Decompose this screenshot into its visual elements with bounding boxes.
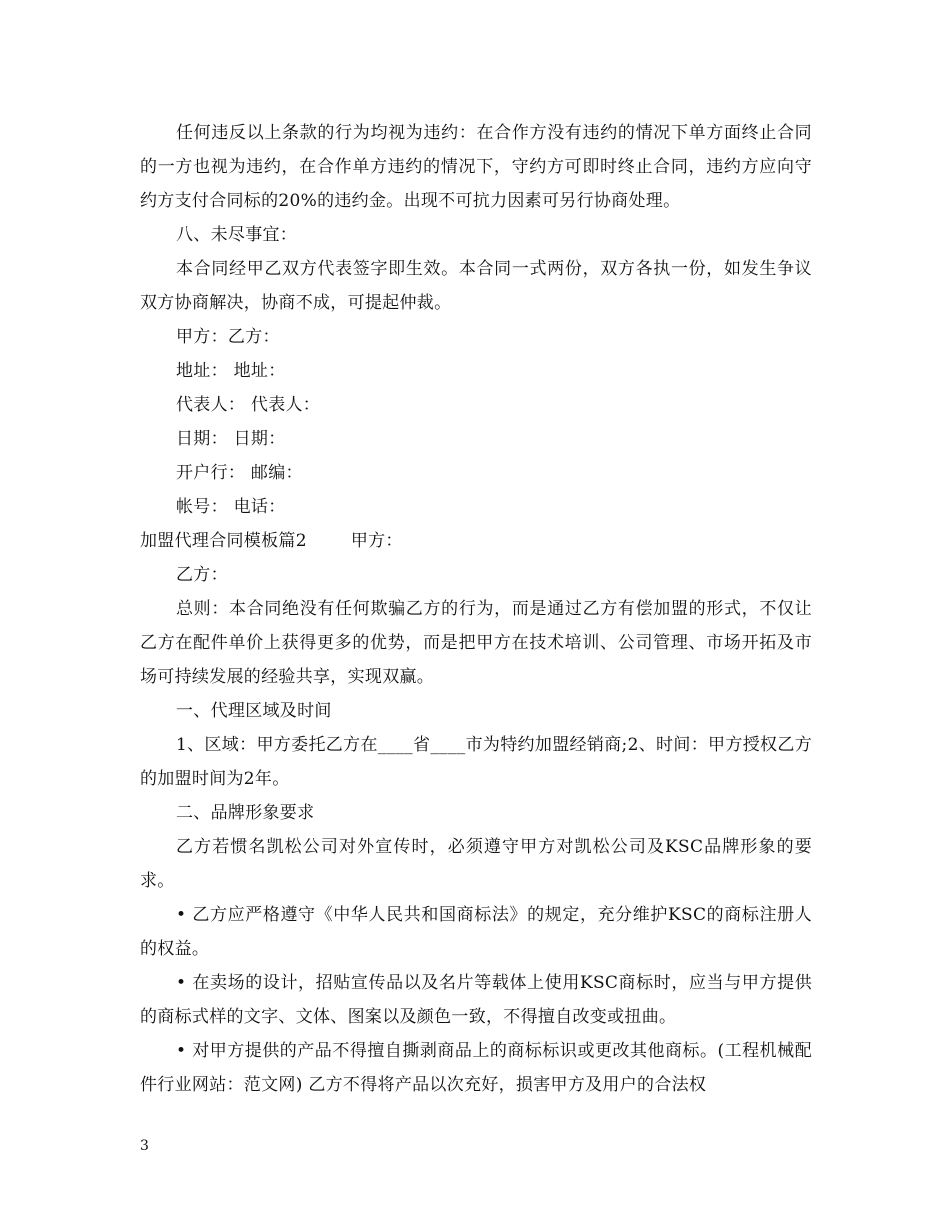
- field-address: 地址： 地址：: [176, 361, 286, 381]
- paragraph-general: 总则：本合同绝没有任何欺骗乙方的行为，而是通过乙方有偿加盟的形式，不仅让乙方在配件单价上获得更多的优势，而是把甲方在技术培训、公司管理、市场开拓及市场可持续发展的经验共享，实现双赢。: [140, 599, 812, 687]
- section-heading-line: [140, 524, 812, 558]
- heading-section-2: 二、品牌形象要求: [176, 803, 315, 823]
- field-representative: 代表人： 代表人：: [176, 395, 321, 415]
- heading-section-1: 一、代理区域及时间: [176, 701, 332, 721]
- section-title: 加盟代理合同模板篇2: [140, 531, 307, 551]
- heading-section-8: 八、未尽事宜：: [176, 225, 298, 245]
- page-number: 3: [140, 1138, 149, 1154]
- bullet-trademark-removal: • 对甲方提供的产品不得擅自撕剥商品上的商标标识或更改其他商标。(工程机械配件行业网站：范文网) 乙方不得将产品以次充好，损害甲方及用户的合法权: [140, 1041, 812, 1095]
- field-date: 日期： 日期：: [176, 429, 286, 449]
- paragraph-effective: 本合同经甲乙双方代表签字即生效。本合同一式两份，双方各执一份，如发生争议双方协商解决，协商不成，可提起仲裁。: [140, 259, 812, 313]
- field-bank: 开户行： 邮编：: [176, 463, 303, 483]
- paragraph-region-time: 1、区域：甲方委托乙方在____省____市为特约加盟经销商;2、时间：甲方授权乙方的加盟时间为2年。: [140, 735, 812, 789]
- paragraph-breach: 任何违反以上条款的行为均视为违约：在合作方没有违约的情况下单方面终止合同的一方也视为违约，在合作单方违约的情况下，守约方可即时终止合同，违约方应向守约方支付合同标的20%的违约金。出现不可抗力因素可另行协商处理。: [140, 123, 812, 211]
- document-body: [140, 116, 812, 1102]
- paragraph-brand: 乙方若惯名凯松公司对外宣传时，必须遵守甲方对凯松公司及KSC品牌形象的要求。: [140, 837, 812, 891]
- bullet-trademark-design: • 在卖场的设计，招贴宣传品以及名片等载体上使用KSC商标时，应当与甲方提供的商标式样的文字、文体、图案以及颜色一致，不得擅自改变或扭曲。: [140, 973, 812, 1027]
- section-party-a: 甲方：: [350, 531, 403, 551]
- field-parties: 甲方：乙方：: [176, 327, 280, 347]
- field-account: 帐号： 电话：: [176, 497, 286, 517]
- bullet-trademark-law: • 乙方应严格遵守《中华人民共和国商标法》的规定，充分维护KSC的商标注册人的权益。: [140, 905, 812, 959]
- field-party-b: 乙方：: [176, 565, 228, 585]
